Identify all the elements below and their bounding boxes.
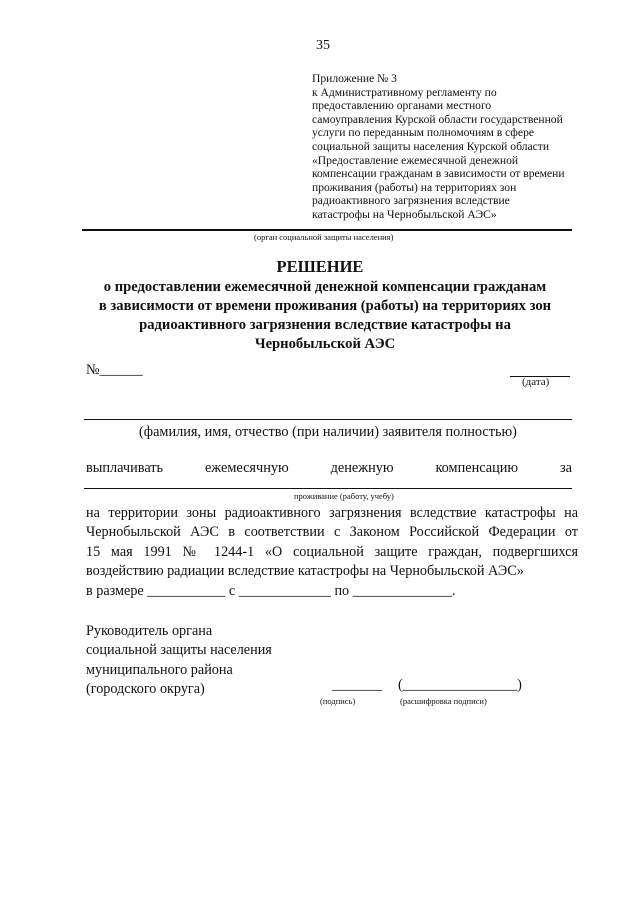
date-caption: (дата)	[522, 376, 550, 388]
pay-word: денежную	[330, 460, 394, 476]
decoding-caption: (расшифровка подписи)	[400, 696, 487, 706]
residence-line	[84, 488, 572, 489]
signatory-line: (городского округа)	[86, 681, 205, 698]
organ-line	[82, 229, 572, 231]
subtitle-line: радиоактивного загрязнения вследствие катастрофы на	[139, 317, 511, 333]
subtitle-line: в зависимости от времени проживания (работы) на территориях зон	[98, 298, 552, 314]
decision-paragraph	[86, 504, 578, 601]
residence-caption: проживание (работу, учебу)	[294, 491, 394, 501]
organ-caption: (орган социальной защиты населения)	[254, 232, 394, 242]
signatory-block	[86, 622, 272, 700]
applicant-caption: (фамилия, имя, отчество (при наличии) заявителя полностью)	[139, 424, 517, 440]
signatory-line: муниципального района	[86, 661, 233, 678]
appendix-line: самоуправления Курской области государственной	[312, 112, 563, 126]
paragraph-line: 15 мая 1991 № 1244-1 «О социальной защите граждан, подвергшихся	[86, 543, 578, 560]
pay-line	[86, 460, 572, 477]
signature-blank: _______	[332, 677, 383, 693]
amount-line: в размере ___________ с _____________ по ______________.	[86, 582, 456, 599]
appendix-line: к Административному регламенту по	[312, 85, 497, 99]
appendix-line: социальной защиты населения Курской области	[312, 139, 550, 153]
appendix-line: «Предоставление ежемесячной денежной	[312, 153, 519, 167]
appendix-line: проживания (работы) на территориях зон	[312, 180, 517, 194]
paragraph-line: воздействию радиации вследствие катастрофы на Чернобыльской АЭС»	[86, 563, 524, 580]
appendix-line: катастрофы на Чернобыльской АЭС»	[312, 207, 497, 221]
appendix-header	[312, 72, 592, 222]
appendix-line: Приложение № 3	[312, 72, 397, 85]
appendix-line: услуги по переданным полномочиям в сфере	[312, 126, 535, 140]
signatory-line: социальной защиты населения	[86, 642, 272, 659]
applicant-line	[84, 419, 572, 420]
signature-caption: (подпись)	[320, 696, 356, 706]
page-number: 35	[316, 38, 330, 53]
decoding-blank: (________________)	[398, 677, 522, 693]
paragraph-line: на территории зоны радиоактивного загрязнения вследствие катастрофы на	[86, 505, 578, 521]
subtitle-line: о предоставлении ежемесячной денежной компенсации гражданам	[103, 279, 547, 295]
pay-word: выплачивать	[86, 460, 164, 476]
signatory-line: Руководитель органа	[86, 623, 213, 639]
appendix-line: радиоактивного загрязнения вследствие	[312, 194, 510, 208]
appendix-line: компенсации гражданам в зависимости от времени	[312, 167, 565, 181]
number-field: №______	[86, 362, 143, 378]
pay-word: компенсацию	[435, 460, 519, 476]
document-subtitle	[70, 278, 580, 354]
subtitle-line: Чернобыльской АЭС	[254, 336, 396, 352]
pay-word: ежемесячную	[204, 460, 289, 476]
appendix-line: предоставлению органами местного	[312, 99, 492, 113]
pay-word: за	[559, 460, 572, 476]
document-title: РЕШЕНИЕ	[276, 257, 364, 276]
paragraph-line: Чернобыльской АЭС в соответствии с Законом Российской Федерации от	[86, 524, 578, 541]
